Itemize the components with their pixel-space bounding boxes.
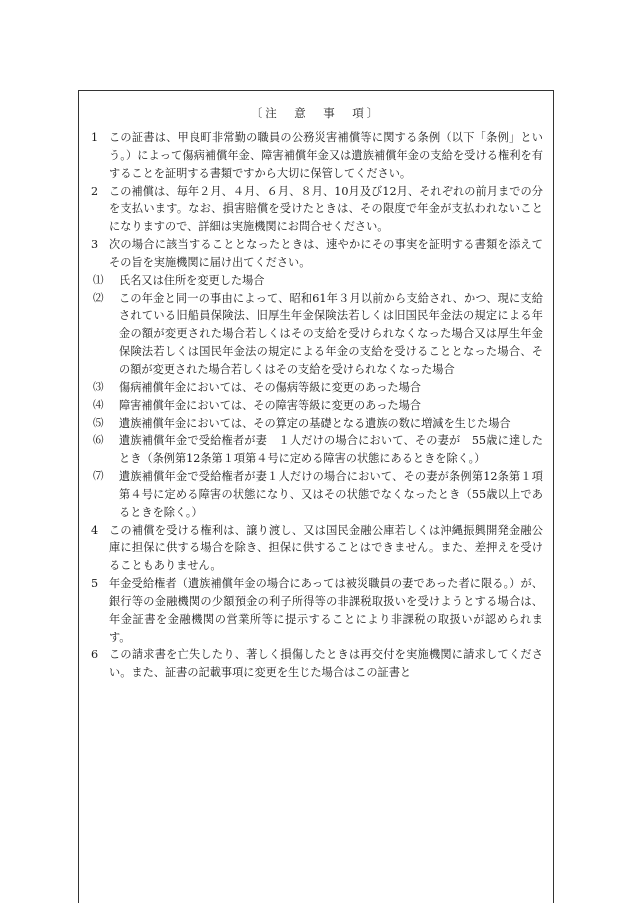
notice-item-5 (91, 575, 543, 646)
notice-subitem-5 (91, 415, 543, 433)
item-number: 3 (91, 238, 99, 252)
notice-subitem-3 (91, 379, 543, 397)
item-text: この証書は、甲良町非常勤の職員の公務災害補償等に関する条例（以下「条例」という。）によって傷病補償年金、障害補償年金又は遺族補償年金の支給を受ける権利を有することを証明する書類ですから大切に保管してください。 (109, 131, 543, 180)
item-number: 4 (91, 523, 99, 537)
subitem-number: ⑴ (93, 273, 104, 286)
item-number: 5 (91, 577, 99, 591)
subitem-number: ⑹ (93, 434, 104, 447)
item-text: この請求書を亡失したり、著しく損傷したときは再交付を実施機関に請求してください。また、証書の記載事項に変更を生じた場合はこの証書と (109, 648, 543, 680)
notice-subitem-1 (91, 272, 543, 290)
notice-item-4 (91, 522, 543, 576)
subitem-text: 傷病補償年金においては、その傷病等級に変更のあった場合 (119, 380, 421, 394)
notice-content (79, 129, 553, 682)
item-number: 6 (91, 648, 99, 662)
notice-frame (78, 90, 554, 903)
item-text: この補償は、毎年２月、４月、６月、８月、10月及び12月、それぞれの前月までの分を支払います。なお、損害賠償を受けたときは、その限度で年金が支払われないことになりますので、詳細は実施機関にお問合せください。 (109, 184, 543, 234)
item-number: 2 (91, 184, 99, 198)
item-text: 次の場合に該当することとなったときは、速やかにその事実を証明する書類を添えてその旨を実施機関に届け出てください。 (109, 238, 543, 269)
notice-subitem-7 (91, 468, 543, 522)
subitem-text: 氏名又は住所を変更した場合 (119, 273, 265, 287)
notice-subitem-4 (91, 397, 543, 415)
subitem-text: 遺族補償年金においては、その算定の基礎となる遺族の数に増減を生じた場合 (119, 416, 511, 430)
subitem-number: ⑷ (93, 398, 104, 411)
subitem-number: ⑸ (93, 416, 104, 429)
notice-item-1 (91, 129, 543, 183)
notice-subitem-6 (91, 432, 543, 468)
notice-item-3 (91, 236, 543, 272)
notice-title: 〔注 意 事 項〕 (250, 106, 382, 120)
notice-subitem-2 (91, 290, 543, 379)
subitem-number: ⑺ (93, 470, 104, 483)
subitem-text: この年金と同一の事由によって、昭和61年３月以前から支給され、かつ、現に支給されている旧船員保険法、旧厚生年金保険法若しくは旧国民年金法の規定による年金の額が変更された場合若しくはその支給を受けられなくなった場合又は厚生年金保険法若しくは国民年金法の規定による年金の支給を受けることとなった場合、その額が変更された場合若しくはその支給を受けられなくなった場合 (119, 291, 543, 376)
notice-item-6 (91, 646, 543, 682)
subitem-text: 遺族補償年金で受給権者が妻１人だけの場合において、その妻が条例第12条第１項第４号に定める障害の状態になり、又はその状態でなくなったとき（55歳以上であるときを除く。） (119, 470, 543, 519)
notice-item-2 (91, 183, 543, 237)
item-number: 1 (91, 131, 99, 144)
subitem-number: ⑵ (93, 291, 104, 304)
subitem-text: 障害補償年金においては、その障害等級に変更のあった場合 (119, 398, 421, 412)
item-text: この補償を受ける権利は、譲り渡し、又は国民金融公庫若しくは沖縄振興開発金融公庫に担保に供する場合を除き、担保に供することはできません。また、差押えを受けることもありません。 (109, 523, 543, 573)
subitem-number: ⑶ (93, 380, 104, 393)
subitem-text: 遺族補償年金で受給権者が妻 １人だけの場合において、その妻が 55歳に達したとき（条例第12条第１項第４号に定める障害の状態にあるときを除く。） (119, 434, 543, 466)
item-text: 年金受給権者（遺族補償年金の場合にあっては被災職員の妻であった者に限る。）が、銀行等の金融機関の少額預金の利子所得等の非課税取扱いを受けようとする場合は、年金証書を金融機関の営業所等に提示することにより非課税の取扱いが認められます。 (109, 577, 543, 644)
